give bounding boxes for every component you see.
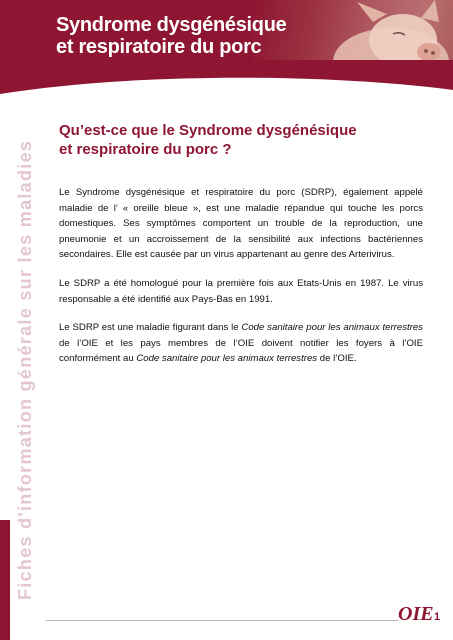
- section-heading-line-2: et respiratoire du porc ?: [59, 141, 232, 158]
- code-reference-1: Code sanitaire pour les animaux terrestres: [241, 322, 423, 334]
- paragraph-3: [59, 320, 423, 367]
- body-text: [59, 185, 423, 380]
- section-heading-line-1: Qu’est-ce que le Syndrome dysgénésique: [59, 122, 357, 139]
- paragraph-1: Le Syndrome dysgénésique et respiratoire du porc (SDRP), également appelé maladie de l’ « oreille bleue », est une maladie répandue qui touche les porcs domestiques. Ses symptômes comportent un trouble de la reproduction, une pneumonie et un accroissement de la sensibilité aux infections bactériennes secondaires. Elle est causée par un virus appartenant au genre des Arterivirus.: [59, 187, 423, 261]
- section-heading: [59, 121, 389, 159]
- title-line-1: Syndrome dysgénésique: [56, 14, 287, 36]
- page-number: 1: [434, 611, 441, 623]
- series-side-label: Fiches d'information générale sur les maladies: [15, 139, 35, 600]
- page-title: [56, 14, 306, 58]
- paragraph-3-part-c: de l’OIE.: [317, 353, 357, 365]
- header-curve: [0, 60, 453, 120]
- title-line-2: et respiratoire du porc: [56, 36, 262, 58]
- paragraph-3-part-a: Le SDRP est une maladie figurant dans le: [59, 322, 242, 334]
- code-reference-2: Code sanitaire pour les animaux terrestres: [136, 353, 318, 365]
- paragraph-2: Le SDRP a été homologué pour la première fois aux Etats-Unis en 1987. Le virus responsable a été identifié aux Pays-Bas en 1991.: [59, 277, 423, 305]
- footer-divider: [46, 620, 398, 621]
- paragraph-3-part-b: de l’OIE et les pays membres de l’OIE doivent notifier les foyers à l’OIE conformément au: [59, 337, 423, 365]
- side-tab-strip: [0, 520, 10, 640]
- oie-logo: OIE: [398, 603, 434, 625]
